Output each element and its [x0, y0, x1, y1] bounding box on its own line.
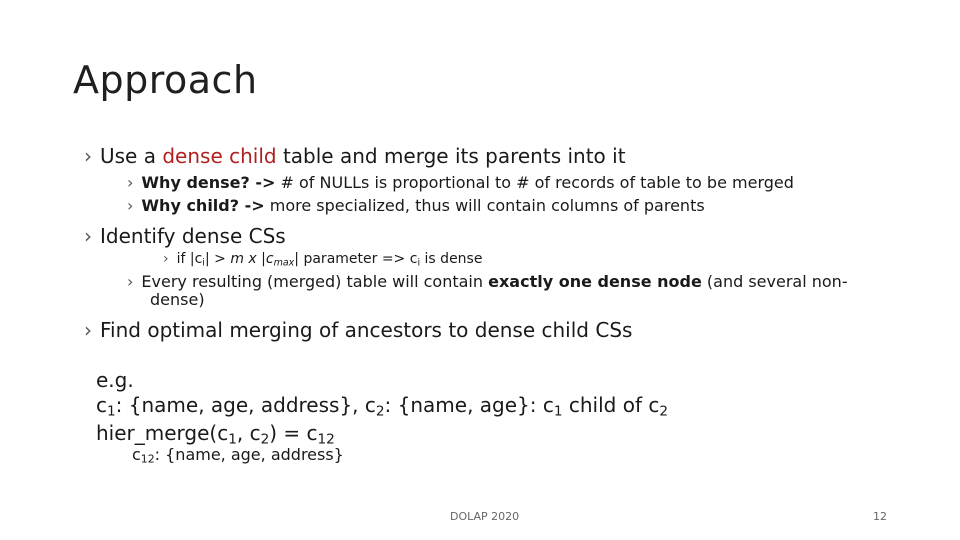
example-line-merge: $hier\_merge(c_1$, $c_2) = c_{12}$: [96, 421, 335, 448]
page-number: 12: [873, 510, 887, 523]
example-line-result: $c_{12}$: {name, age, address}: [132, 445, 344, 466]
footer-conference: DOLAP 2020: [450, 510, 520, 523]
slide-title: Approach: [73, 58, 258, 102]
subbullet-why-child: › Why child? -> more specialized, thus will contain columns of parents: [127, 196, 705, 215]
bullet-dense-child: › Use a dense child table and merge its parents into it: [84, 144, 626, 168]
highlight-dense-child: dense child: [162, 144, 277, 168]
chevron-right-icon: ›: [127, 272, 134, 291]
chevron-right-icon: ›: [84, 144, 92, 168]
subbullet-why-dense: › Why dense? -> # of NULLs is proportional to # of records of table to be merged: [127, 173, 794, 192]
subsubbullet-density-rule: › if $|c_i| > m$ x $|c_{max}|$ parameter => $c_i$ is dense: [163, 251, 483, 269]
subbullet-merged-table-cont: dense): [150, 290, 205, 309]
chevron-right-icon: ›: [127, 196, 134, 215]
example-label: e.g.: [96, 368, 134, 392]
chevron-right-icon: ›: [127, 173, 134, 192]
bullet-find-merging: › Find optimal merging of ancestors to dense child CSs: [84, 318, 633, 342]
example-line-sets: $c_1$: {name, age, address}, $c_2$: {name, age}: $c_1$ child of $c_2$: [96, 393, 669, 420]
bullet-identify-dense: › Identify dense CSs: [84, 224, 286, 248]
subbullet-merged-table: › Every resulting (merged) table will contain exactly one dense node (and several non-: [127, 272, 848, 291]
chevron-right-icon: ›: [84, 224, 92, 248]
chevron-right-icon: ›: [163, 251, 169, 267]
chevron-right-icon: ›: [84, 318, 92, 342]
